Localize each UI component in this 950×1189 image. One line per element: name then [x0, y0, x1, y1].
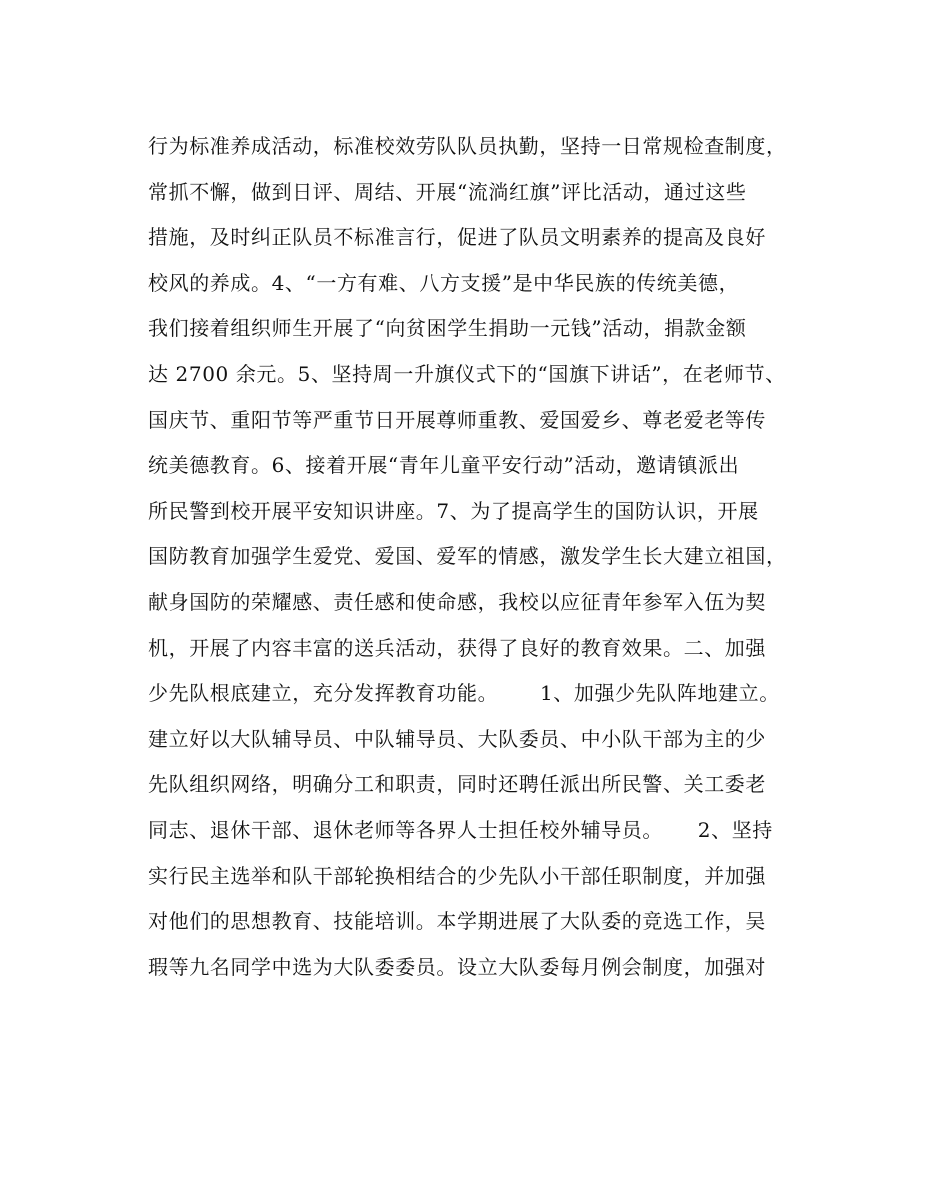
text-line: 瑕等九名同学中选为大队委委员。设立大队委每月例会制度，加强对 — [148, 954, 766, 979]
text-line: 校风的养成。4、“一方有难、八方支援”是中华民族的传统美德， — [148, 270, 740, 295]
text-line: 少先队根底建立，充分发挥教育功能。 1、加强少先队阵地建立。 — [148, 681, 780, 706]
text-line: 献身国防的荣耀感、责任感和使命感，我校以应征青年参军入伍为契 — [148, 589, 766, 614]
text-line: 常抓不懈，做到日评、周结、开展“流淌红旗”评比活动，通过这些 — [148, 179, 747, 204]
body-text — [148, 124, 828, 990]
text-line: 同志、退休干部、退休老师等各界人士担任校外辅导员。 2、坚持 — [148, 817, 773, 842]
text-line: 达 2700 余元。5、坚持周一升旗仪式下的“国旗下讲话”，在老师节、 — [148, 361, 786, 386]
text-line: 所民警到校开展平安知识讲座。7、为了提高学生的国防认识，开展 — [148, 498, 759, 523]
text-line: 机，开展了内容丰富的送兵活动，获得了良好的教育效果。二、加强 — [148, 635, 766, 660]
text-line: 实行民主选举和队干部轮换相结合的少先队小干部任职制度，并加强 — [148, 863, 766, 888]
text-line: 先队组织网络，明确分工和职责，同时还聘任派出所民警、关工委老 — [148, 772, 766, 797]
text-line: 统美德教育。6、接着开展“青年儿童平安行动”活动，邀请镇派出 — [148, 453, 740, 478]
text-line: 行为标准养成活动，标准校效劳队队员执勤，坚持一日常规检查制度， — [148, 134, 787, 158]
text-line: 建立好以大队辅导员、中队辅导员、大队委员、中小队干部为主的少 — [148, 726, 766, 751]
text-line: 对他们的思想教育、技能培训。本学期进展了大队委的竞选工作，吴 — [148, 909, 766, 934]
text-line: 国防教育加强学生爱党、爱国、爱军的情感，激发学生长大建立祖国， — [148, 544, 787, 569]
text-line: 措施，及时纠正队员不标准言行，促进了队员文明素养的提高及良好 — [148, 225, 766, 250]
text-line: 我们接着组织师生开展了“向贫困学生捐助一元钱”活动，捐款金额 — [148, 316, 747, 341]
text-line: 国庆节、重阳节等严重节日开展尊师重教、爱国爱乡、尊老爱老等传 — [148, 407, 766, 432]
